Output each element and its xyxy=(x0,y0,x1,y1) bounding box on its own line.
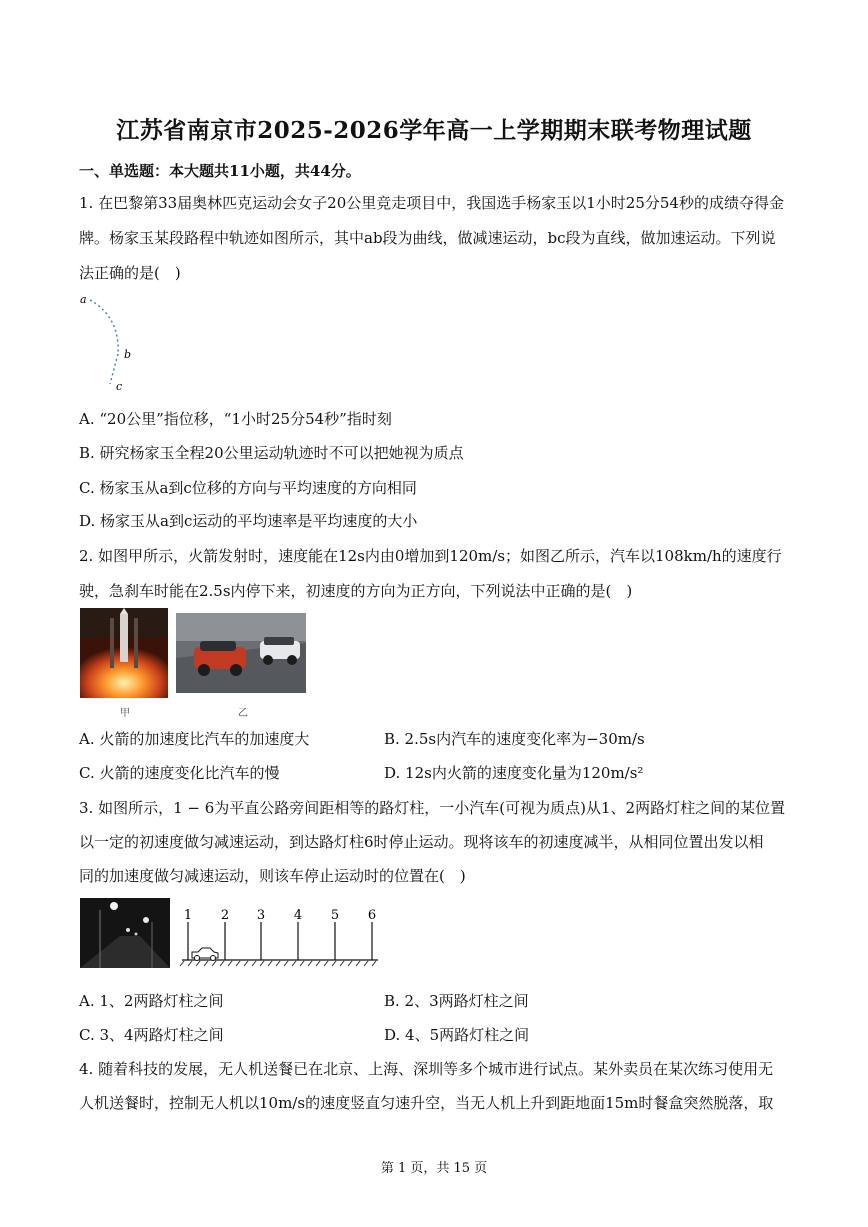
q3-option-d: D. 4、5两路灯柱之间 xyxy=(384,1026,530,1044)
q2-option-c: C. 火箭的速度变化比汽车的慢 xyxy=(79,764,280,782)
q1-option-d: D. 杨家玉从a到c运动的平均速率是平均速度的大小 xyxy=(79,512,418,530)
q1-line-2: 牌。杨家玉某段路程中轨迹如图所示，其中ab段为曲线，做减速运动，bc段为直线，做加速运动。下列说 xyxy=(79,229,776,247)
pole-label-1: 1 xyxy=(183,908,193,923)
pole-label-3: 3 xyxy=(256,908,266,923)
trajectory-curve-ab xyxy=(90,300,118,354)
page-title: 江苏省南京市2025-2026学年高一上学期期末联考物理试题 xyxy=(116,117,752,144)
section-heading: 一、单选题：本大题共11小题，共44分。 xyxy=(79,162,361,180)
q3-option-b: B. 2、3两路灯柱之间 xyxy=(384,992,529,1010)
q2-option-b: B. 2.5s内汽车的速度变化率为−30m/s xyxy=(384,730,645,748)
page-footer: 第 1 页，共 15 页 xyxy=(380,1161,488,1176)
q2-line-2: 驶，急刹车时能在2.5s内停下来，初速度的方向为正方向，下列说法中正确的是( ) xyxy=(79,582,633,600)
point-b-label: b xyxy=(124,348,132,361)
road-poles-diagram xyxy=(178,906,382,970)
q2-line-1: 2. 如图甲所示，火箭发射时，速度能在12s内由0增加到120m/s；如图乙所示，汽车以108km/h的速度行 xyxy=(79,547,782,565)
q1-trajectory-figure xyxy=(78,292,148,392)
caption-jia: 甲 xyxy=(120,708,130,719)
q2-option-a: A. 火箭的加速度比汽车的加速度大 xyxy=(79,730,310,748)
pole-label-4: 4 xyxy=(293,908,303,923)
caption-yi: 乙 xyxy=(238,708,248,719)
q1-option-c: C. 杨家玉从a到c位移的方向与平均速度的方向相同 xyxy=(79,479,417,497)
rocket-launch-image xyxy=(80,608,168,698)
q3-option-c: C. 3、4两路灯柱之间 xyxy=(79,1026,224,1044)
q3-line-1: 3. 如图所示，1 − 6为平直公路旁间距相等的路灯柱，一小汽车(可视为质点)从1、2两路灯柱之间的某位置 xyxy=(79,799,786,817)
q2-option-d: D. 12s内火箭的速度变化量为120m/s² xyxy=(384,764,644,782)
q3-line-2: 以一定的初速度做匀减速运动，到达路灯柱6时停止运动。现将该车的初速度减半，从相同位置出发以相 xyxy=(79,833,764,851)
q1-line-1: 1. 在巴黎第33届奥林匹克运动会女子20公里竞走项目中，我国选手杨家玉以1小时25分54秒的成绩夺得金 xyxy=(79,194,784,212)
q3-option-a: A. 1、2两路灯柱之间 xyxy=(79,992,224,1010)
pole-label-6: 6 xyxy=(367,908,377,923)
q4-line-1: 4. 随着科技的发展，无人机送餐已在北京、上海、深圳等多个城市进行试点。某外卖员在某次练习使用无 xyxy=(79,1060,774,1078)
q1-option-a: A. “20公里”指位移，“1小时25分54秒”指时刻 xyxy=(79,410,392,428)
q1-option-b: B. 研究杨家玉全程20公里运动轨迹时不可以把她视为质点 xyxy=(79,444,464,462)
street-lights-photo xyxy=(80,898,170,968)
q4-line-2: 人机送餐时，控制无人机以10m/s的速度竖直匀速升空，当无人机上升到距地面15m时餐盒突然脱落，取 xyxy=(79,1094,774,1112)
ground-hatching xyxy=(180,961,376,966)
q3-line-3: 同的加速度做匀减速运动，则该车停止运动时的位置在( ) xyxy=(79,867,466,885)
pole-label-5: 5 xyxy=(330,908,340,923)
car-driving-image xyxy=(176,613,306,693)
point-c-label: c xyxy=(116,380,123,392)
point-a-label: a xyxy=(80,293,87,306)
car-icon xyxy=(192,948,218,961)
pole-label-2: 2 xyxy=(220,908,230,923)
q1-line-3: 法正确的是( ) xyxy=(79,264,181,282)
